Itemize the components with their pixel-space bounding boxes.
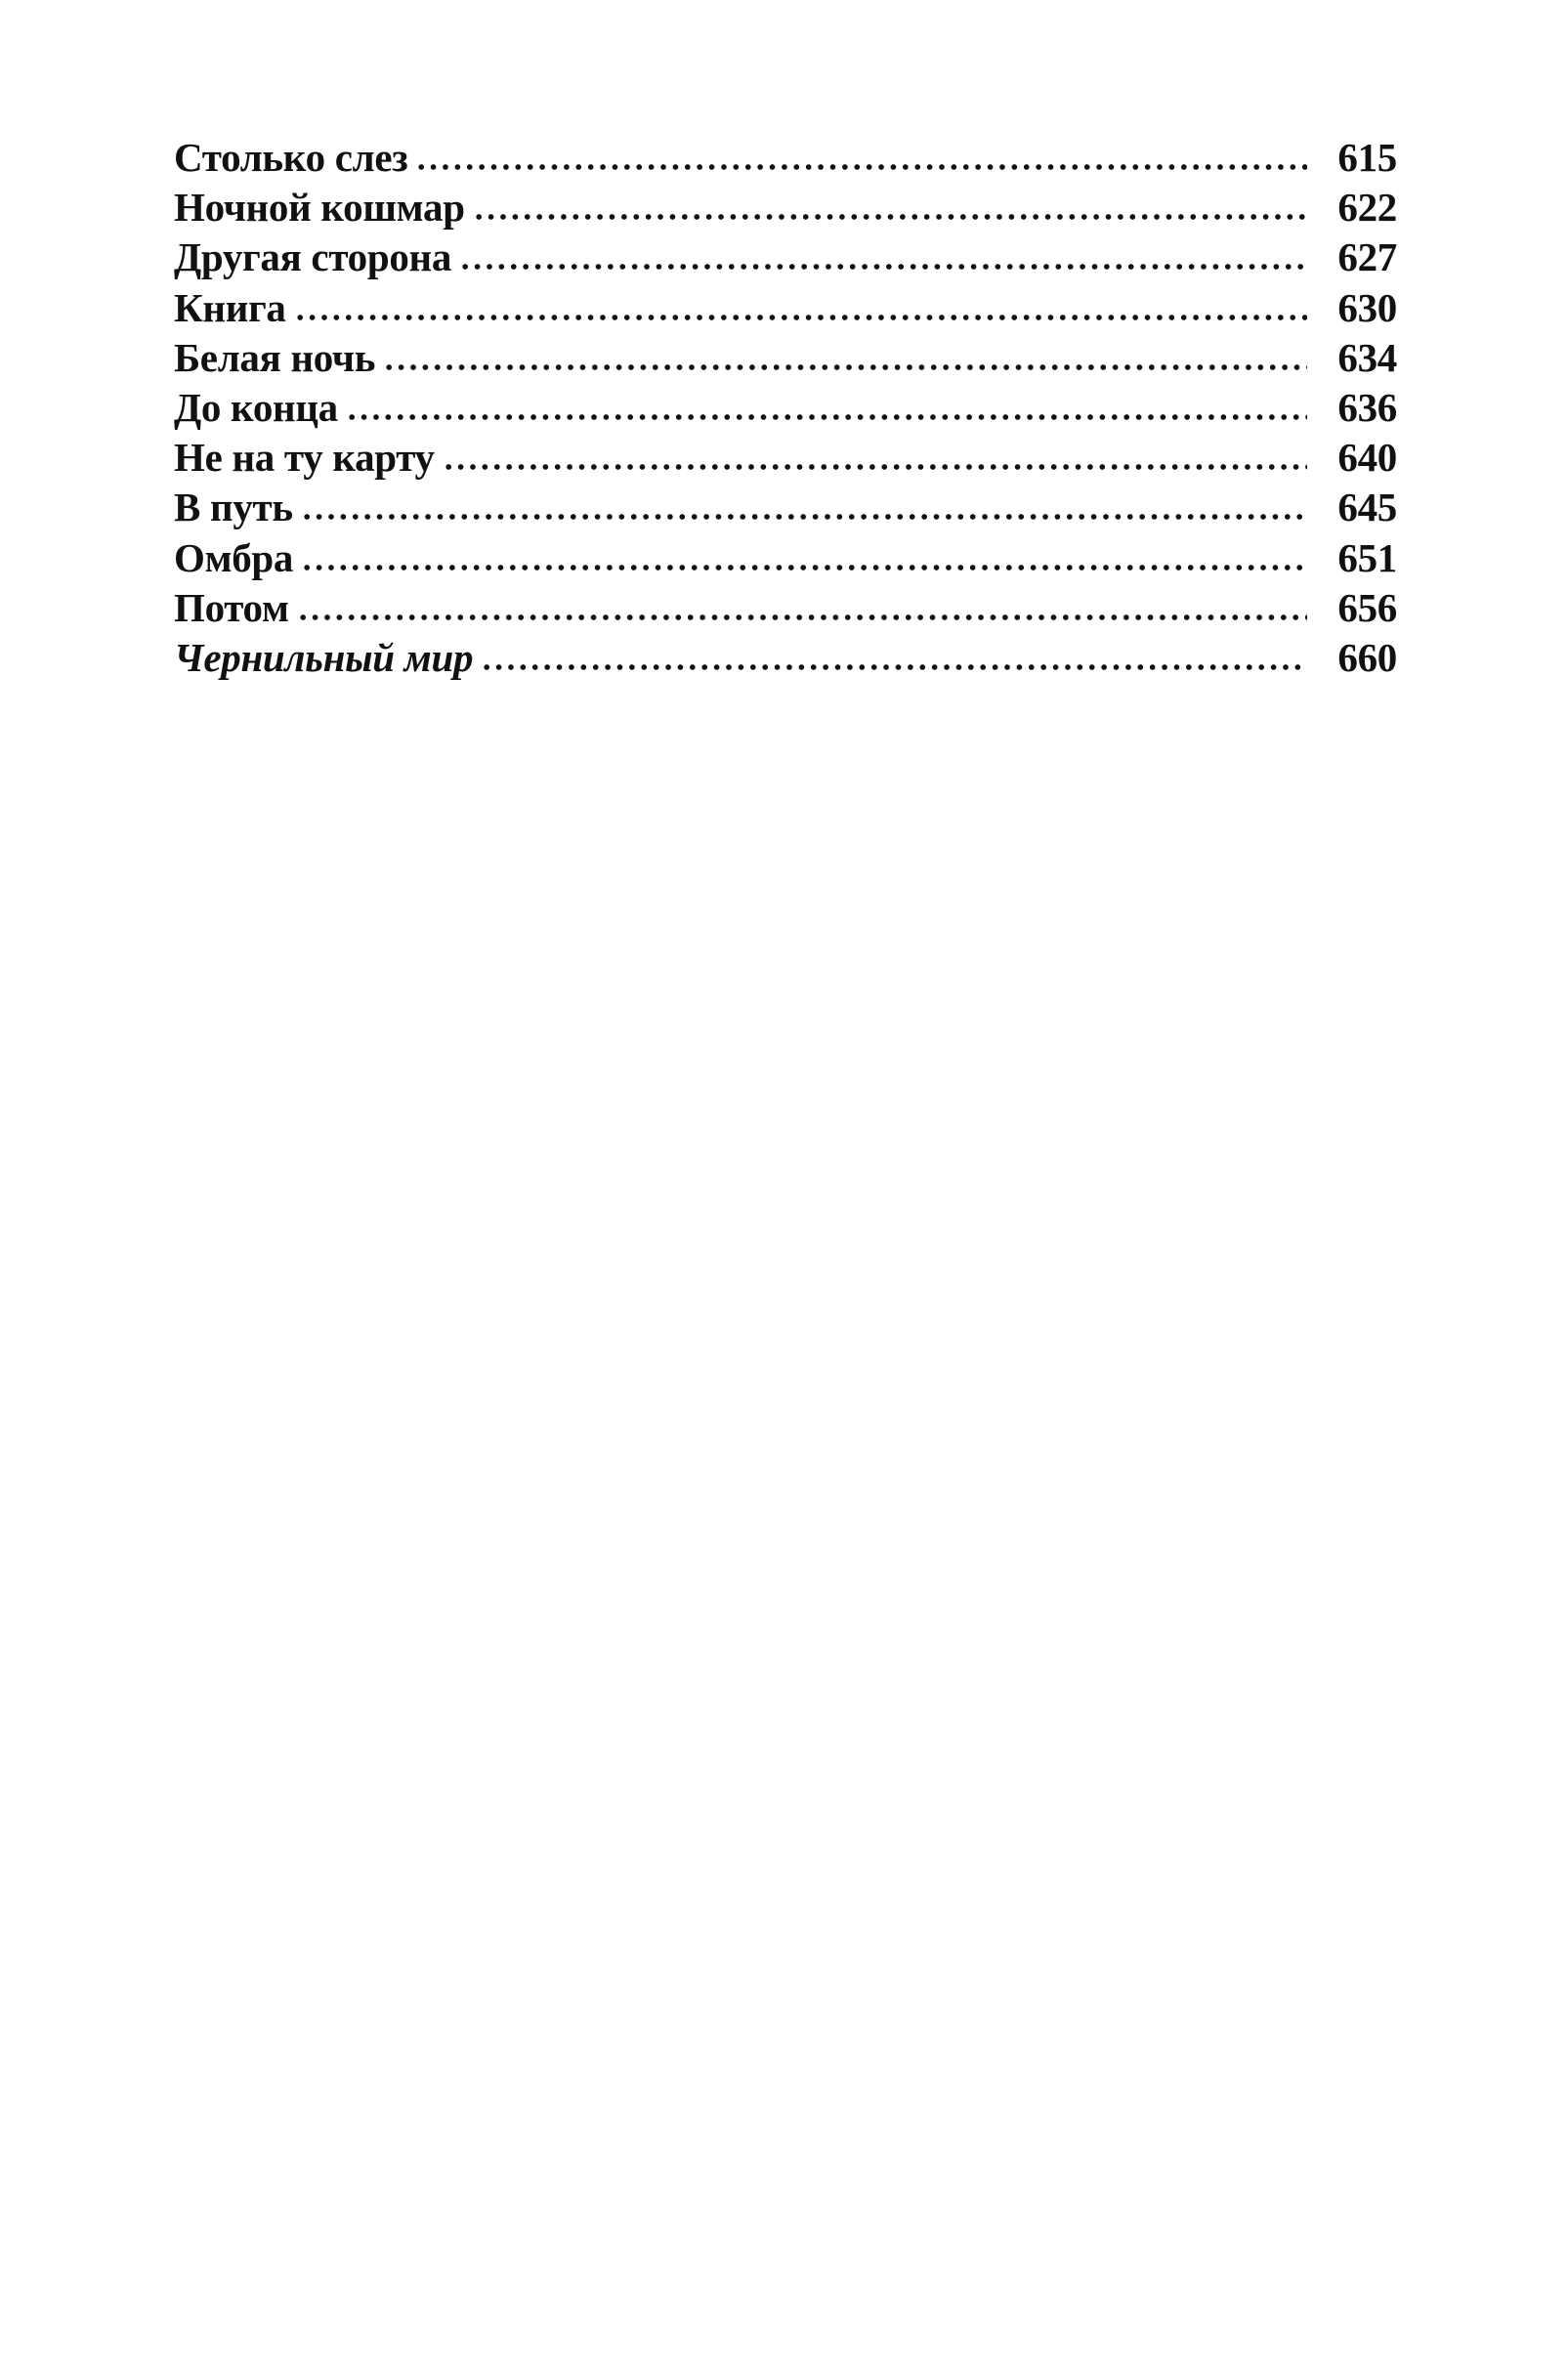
toc-entry [174,583,1397,633]
toc-entry-title: Ночной кошмар [174,185,465,231]
toc-entry [174,383,1397,433]
toc-dot-leader [297,613,1307,621]
toc-entry-title: Белая ночь [174,334,376,380]
toc-entry [174,433,1397,483]
toc-entry [174,283,1397,333]
toc-entry-page: 640 [1337,435,1397,481]
toc-entry [174,133,1397,183]
toc-entry-title: В путь [174,485,293,530]
toc-dot-leader [294,314,1307,321]
toc-dot-leader [346,413,1307,421]
toc-entry [174,633,1397,683]
toc-entry-page: 627 [1337,234,1397,280]
toc-entry [174,483,1397,532]
toc-dot-leader [383,363,1307,371]
toc-entry [174,233,1397,282]
toc-dot-leader [473,213,1307,221]
toc-entry-title: Омбра [174,534,294,580]
toc-entry-page: 645 [1337,485,1397,530]
toc-entry-title: Чернильный мир [174,634,474,680]
toc-entry [174,333,1397,383]
toc-entry-page: 660 [1337,634,1397,680]
toc-dot-leader [301,564,1307,571]
toc-dot-leader [301,513,1307,521]
table-of-contents [174,133,1397,683]
toc-entry-page: 634 [1337,334,1397,380]
toc-dot-leader [481,663,1307,671]
toc-entry-page: 636 [1337,384,1397,430]
toc-entry-title: Книга [174,284,286,330]
toc-entry-page: 615 [1337,135,1397,180]
toc-dot-leader [443,463,1307,471]
toc-entry [174,533,1397,583]
toc-dot-leader [459,263,1307,271]
toc-dot-leader [415,163,1307,171]
toc-entry-page: 651 [1337,534,1397,580]
toc-entry-title: Другая сторона [174,234,452,280]
toc-entry-page: 656 [1337,584,1397,630]
toc-entry-title: Столько слез [174,135,408,180]
toc-entry-title: До конца [174,384,338,430]
toc-entry-page: 622 [1337,185,1397,231]
toc-entry-page: 630 [1337,284,1397,330]
toc-entry [174,183,1397,233]
toc-entry-title: Потом [174,584,289,630]
toc-entry-title: Не на ту карту [174,435,435,481]
